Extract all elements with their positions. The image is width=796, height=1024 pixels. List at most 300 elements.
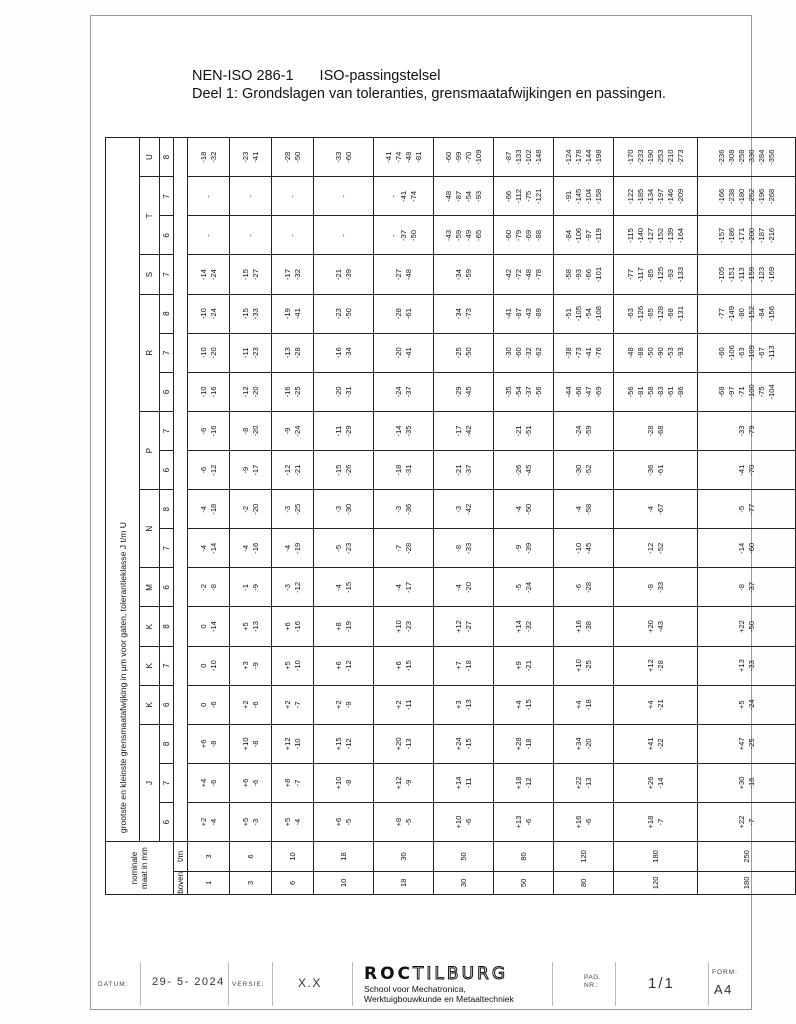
deviation-cell [434,411,494,450]
deviation-values: -41 -70 [736,464,756,476]
deviation-cell [272,803,314,842]
deviation-cell [434,216,494,255]
deviation-values: -4 -67 [645,503,665,515]
deviation-values: -11 -23 [240,347,260,359]
deviation-cell [272,372,314,411]
deviation-cell [494,216,554,255]
deviation-values: -28 -50 [282,151,302,163]
deviation-cell [698,529,796,568]
deviation-values: +24 -15 [453,737,473,751]
deviation-cell [554,803,614,842]
deviation-values: -30 -60 -32 -62 [503,347,543,359]
deviation-cell [314,763,374,802]
deviation-values: -17 -32 [282,269,302,281]
deviation-cell [272,177,314,216]
deviation-cell [434,138,494,177]
deviation-values: -170 -233 -190 -253 -210 -273 [625,149,685,165]
deviation-cell [188,607,230,646]
deviation-cell [554,451,614,490]
deviation-cell [494,685,554,724]
datum-cell [90,962,141,1006]
tolerance-class-letter: K [140,607,160,646]
deviation-values: -21 -39 [333,269,353,281]
tolerance-grade: 7 [160,646,174,685]
deviation-values: -41 -87 -43 -89 [503,308,543,320]
deviation-cell [698,607,796,646]
nominal-size-header: nominale maat in mm [106,842,174,895]
deviation-values: +4 -6 [198,778,218,788]
deviation-cell [314,333,374,372]
deviation-cell [434,294,494,333]
deviation-values: +2 -6 [240,700,260,710]
deviation-values: -91 -145 -104 -158 [563,188,603,204]
deviation-values: +2 -7 [282,700,302,710]
tolerance-grade: 8 [160,724,174,763]
deviation-values: +16 -38 [573,620,593,633]
deviation-values: -77 -149 -80 -152 -84 -156 [716,306,776,322]
size-from: 10 [314,871,374,894]
deviation-values: -26 -45 [513,464,533,476]
deviation-cell [374,372,434,411]
deviation-cell [188,490,230,529]
grade-row [160,138,174,895]
deviation-cell [188,763,230,802]
deviation-cell [554,763,614,802]
deviation-cell [230,763,272,802]
deviation-values: -12 -52 [645,542,665,554]
table-row [698,138,796,895]
deviation-cell [314,411,374,450]
deviation-values: -17 -42 [453,425,473,437]
deviation-cell [614,685,698,724]
deviation-cell [374,255,434,294]
deviation-cell [494,568,554,607]
deviation-values: -87 -133 -102 -148 [503,149,543,165]
deviation-cell [272,763,314,802]
deviation-values: -10 -24 [198,308,218,320]
deviation-cell [554,177,614,216]
deviation-values: +22 -13 [573,776,593,790]
tolerance-class-letter: M [140,568,160,607]
table-caption: grootste en kleinste grensmaatafwijking in µm voor gaten, tolerantieklasse J t/m U [106,138,140,842]
deviation-cell [188,372,230,411]
deviation-values: -60 -106 -63 -109 -67 -113 [716,345,776,361]
tolerance-class-letter: P [140,411,160,489]
deviation-values: -77 -117 -85 -125 -93 -133 [625,266,685,283]
document-subtitle: Deel 1: Grondslagen van toleranties, grensmaatafwijkingen en passingen. [192,86,666,102]
deviation-values: +3 -13 [453,699,473,711]
deviation-values: +12 -27 [453,620,473,633]
deviation-cell [698,763,796,802]
form-value: A4 [714,982,733,997]
deviation-cell [494,255,554,294]
deviation-values: +5 -10 [282,660,302,672]
versie-value: X.X [298,976,322,990]
deviation-cell [374,333,434,372]
tolerance-grade: 6 [160,216,174,255]
deviation-values: - -37 -50 [388,229,418,241]
tolerance-class-letter: N [140,490,160,568]
table-row [374,138,434,895]
deviation-values: +10 -6 [453,815,473,829]
deviation-cell [188,294,230,333]
deviation-values: +6 -12 [333,660,353,672]
deviation-values: -3 -25 [282,503,302,515]
deviation-values: -8 -20 [240,425,260,437]
deviation-cell [554,607,614,646]
tm-header: t/m [174,842,188,872]
deviation-cell [230,177,272,216]
tolerance-grade: 8 [160,138,174,177]
deviation-values: -20 -41 [393,347,413,359]
deviation-values: +47 -25 [736,737,756,751]
deviation-cell [614,372,698,411]
deviation-cell [554,490,614,529]
deviation-values: +20 -43 [645,620,665,633]
deviation-values: +4 -21 [645,699,665,711]
deviation-cell [434,607,494,646]
size-to: 80 [494,842,554,872]
deviation-cell [614,529,698,568]
deviation-values: +16 -6 [573,815,593,829]
deviation-values: +6 -8 [198,739,218,749]
deviation-values: -11 -29 [333,425,353,437]
deviation-values: -8 -37 [736,581,756,593]
deviation-cell [374,216,434,255]
deviation-cell [374,685,434,724]
table-row [494,138,554,895]
deviation-values: - [287,195,297,198]
size-to: 18 [314,842,374,872]
deviation-values: -25 -50 [453,347,473,359]
deviation-cell [314,607,374,646]
deviation-values: +41 -22 [645,737,665,751]
deviation-values: -42 -72 -48 -78 [503,269,543,281]
deviation-values: +28 -18 [513,737,533,751]
deviation-values: +2 -11 [393,699,413,710]
deviation-cell [230,451,272,490]
tolerance-grade: 7 [160,177,174,216]
size-from: 120 [614,871,698,894]
deviation-values: -14 -60 [736,542,756,554]
tolerance-class-letter: R [140,294,160,411]
deviation-cell [188,216,230,255]
deviation-values: -27 -48 [393,269,413,281]
deviation-cell [494,372,554,411]
deviation-values: +7 -18 [453,660,473,672]
deviation-values: +14 -32 [513,620,533,633]
deviation-cell [314,646,374,685]
deviation-cell [554,216,614,255]
deviation-cell [230,607,272,646]
deviation-values: - [245,195,255,198]
deviation-cell [614,568,698,607]
deviation-values: -48 -87 -54 -93 [443,190,483,202]
deviation-cell [230,724,272,763]
table-row [554,138,614,895]
deviation-cell [494,451,554,490]
deviation-values: -4 -58 [573,503,593,515]
deviation-values: +6 -15 [393,660,413,672]
deviation-values: -58 -93 -66 -101 [563,266,603,283]
deviation-cell [554,568,614,607]
deviation-cell [188,529,230,568]
deviation-cell [698,803,796,842]
deviation-cell [434,803,494,842]
school-name [364,984,514,1004]
tolerance-grade: 6 [160,568,174,607]
deviation-cell [614,333,698,372]
deviation-cell [434,490,494,529]
size-from: 6 [272,871,314,894]
size-from: 80 [554,871,614,894]
deviation-cell [434,763,494,802]
deviation-values: +10 -8 [240,737,260,751]
deviation-cell [314,294,374,333]
deviation-cell [230,333,272,372]
deviation-values: -24 -59 [573,425,593,437]
deviation-values: -41 -74 -48 -81 [383,151,423,163]
deviation-values: +8 -7 [282,778,302,788]
deviation-values: -18 -32 [198,151,218,163]
size-to: 6 [230,842,272,872]
deviation-values: -13 -28 [282,347,302,359]
deviation-values: -28 -61 [393,308,413,320]
size-subheader-row [174,138,188,895]
deviation-cell [614,724,698,763]
deviation-cell [554,372,614,411]
deviation-values: - [338,195,348,198]
tolerance-grade: 8 [160,607,174,646]
deviation-cell [230,411,272,450]
tolerance-class-letter: S [140,255,160,294]
deviation-cell [698,724,796,763]
system-name: ISO-passingstelsel [319,68,441,84]
deviation-cell [374,138,434,177]
deviation-values: -5 -24 [513,581,533,593]
tolerance-grade: 7 [160,763,174,802]
deviation-values: -15 -27 [240,269,260,281]
deviation-cell [434,685,494,724]
deviation-values: - [203,195,213,198]
deviation-values: +18 -12 [513,776,533,790]
nr-label: NR.: [584,982,599,989]
deviation-values: 0 -10 [198,660,218,672]
deviation-values: -15 -26 [333,464,353,476]
deviation-values: -8 -33 [453,542,473,554]
deviation-values: -9 -39 [513,542,533,554]
deviation-values: -21 -37 [453,464,473,476]
deviation-cell [230,294,272,333]
deviation-values: +10 -25 [573,659,593,673]
deviation-cell [434,724,494,763]
school-line-1: School voor Mechatronica, [364,984,466,994]
roc-tilburg-logo [364,964,508,984]
deviation-cell [272,490,314,529]
pag-label: PAG. [584,974,602,981]
deviation-cell [494,138,554,177]
deviation-values: -33 -79 [736,425,756,437]
deviation-cell [554,724,614,763]
deviation-values: -23 -50 [333,308,353,320]
deviation-values: -63 -126 -65 -128 -68 -131 [625,306,685,322]
deviation-cell [494,803,554,842]
deviation-values: -9 -24 [282,425,302,437]
deviation-cell [314,724,374,763]
deviation-values: -21 -51 [513,425,533,437]
deviation-values: +4 -15 [513,699,533,711]
page-number: 1/1 [648,975,675,992]
deviation-values: -115 -140 -127 -152 -139 -164 [625,227,685,244]
deviation-values: +22 -50 [736,620,756,633]
deviation-cell [614,216,698,255]
caption-row [106,138,140,895]
deviation-values: -236 -308 -258 -330 -284 -356 [716,149,776,165]
deviation-cell [698,294,796,333]
deviation-values: +18 -7 [645,815,665,829]
deviation-values: +12 -28 [645,659,665,673]
deviation-cell [494,177,554,216]
deviation-cell [230,685,272,724]
deviation-values: -19 -41 [282,308,302,320]
deviation-cell [374,568,434,607]
deviation-values: +34 -20 [573,737,593,751]
deviation-values: +2 -4 [198,817,218,827]
deviation-values: -33 -60 [333,151,353,163]
deviation-cell [314,177,374,216]
boven-header: boven [174,871,188,894]
deviation-values: +6 -5 [333,817,353,827]
deviation-cell [614,177,698,216]
deviation-cell [374,607,434,646]
deviation-cell [434,255,494,294]
deviation-cell [614,646,698,685]
deviation-cell [614,803,698,842]
deviation-values: +5 -24 [736,699,756,711]
deviation-values: -4 -20 [453,581,473,593]
table-row [272,138,314,895]
deviation-cell [614,411,698,450]
deviation-values: +15 -12 [333,737,353,751]
tolerance-grade: 6 [160,372,174,411]
deviation-values: -60 -79 -69 -88 [503,229,543,241]
deviation-cell [374,294,434,333]
datum-value: 29- 5- 2024 [152,976,225,988]
form-label: FORM: [712,969,738,976]
deviation-cell [554,294,614,333]
deviation-cell [374,490,434,529]
deviation-cell [494,490,554,529]
deviation-values: +12 -10 [282,737,302,751]
deviation-values: -44 -66 -47 -69 [563,386,603,398]
deviation-values: -66 -112 -75 -121 [503,188,543,204]
deviation-cell [230,216,272,255]
deviation-values: -4 -19 [282,542,302,554]
deviation-values: - [287,234,297,237]
deviation-cell [272,411,314,450]
deviation-values: -6 -12 [198,464,218,476]
versie-cell [228,962,273,1006]
size-to: 30 [374,842,434,872]
deviation-values: -14 -24 [198,269,218,281]
deviation-cell [494,294,554,333]
deviation-cell [272,568,314,607]
deviation-cell [494,763,554,802]
deviation-values: -16 -34 [333,347,353,359]
deviation-values: -6 -16 [198,425,218,437]
deviation-cell [188,333,230,372]
deviation-values: +5 -4 [282,817,302,827]
deviation-values: +6 -6 [240,778,260,788]
deviation-cell [230,646,272,685]
deviation-cell [374,803,434,842]
tolerance-grade: 6 [160,685,174,724]
deviation-cell [374,529,434,568]
deviation-cell [272,294,314,333]
deviation-cell [698,333,796,372]
table-row [230,138,272,895]
deviation-values: +12 -9 [393,776,413,790]
deviation-values: +5 -3 [240,817,260,827]
tolerance-table-rotated [105,137,776,895]
deviation-values: -18 -31 [393,464,413,476]
size-from: 180 [698,871,796,894]
deviation-values: -43 -59 -49 -65 [443,229,483,241]
tolerance-grade: 8 [160,294,174,333]
deviation-values: +9 -21 [513,660,533,672]
size-from: 1 [188,871,230,894]
deviation-cell [698,646,796,685]
deviation-values: -3 -12 [282,581,302,593]
title-block [90,962,750,1008]
deviation-cell [314,685,374,724]
deviation-cell [230,568,272,607]
deviation-cell [230,255,272,294]
tolerance-grade: 6 [160,803,174,842]
deviation-cell [272,607,314,646]
deviation-cell [614,451,698,490]
deviation-values: - [203,234,213,237]
size-from: 3 [230,871,272,894]
deviation-values: -56 -81 -58 -83 -61 -86 [625,386,685,398]
deviation-cell [434,568,494,607]
size-from: 30 [434,871,494,894]
logo-roc: ROC [364,964,414,984]
deviation-values: +4 -18 [573,699,593,711]
deviation-cell [434,177,494,216]
deviation-values: -84 -106 -97 -119 [563,227,603,244]
deviation-values: +8 -5 [393,817,413,827]
datum-value-cell [140,962,229,1006]
deviation-cell [230,490,272,529]
deviation-cell [272,216,314,255]
school-line-2: Werktuigbouwkunde en Metaaltechniek [364,994,514,1004]
deviation-cell [188,177,230,216]
deviation-cell [374,451,434,490]
deviation-values: -5 -23 [333,542,353,554]
deviation-values: -29 -45 [453,386,473,398]
size-to: 250 [698,842,796,872]
deviation-cell [614,294,698,333]
size-to: 120 [554,842,614,872]
deviation-cell [188,803,230,842]
deviation-cell [554,138,614,177]
deviation-values: - [245,234,255,237]
tolerance-grade: 7 [160,529,174,568]
deviation-values: -36 -61 [645,464,665,476]
deviation-cell [188,646,230,685]
deviation-values: +2 -9 [333,700,353,710]
